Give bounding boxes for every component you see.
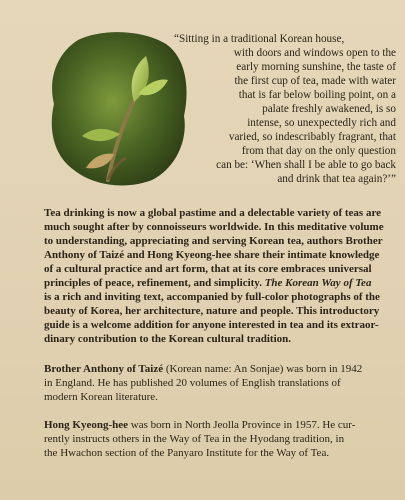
bio-line <box>44 418 374 432</box>
description-line: beauty of Korea, her architecture, nature and people. This introductory <box>44 305 380 317</box>
description-line: is a rich and inviting text, accompanied by full-color photographs of the <box>44 291 380 303</box>
quote-line: that is far below boiling point, on a <box>238 89 396 101</box>
book-description <box>44 206 384 346</box>
pull-quote <box>160 32 396 186</box>
quote-line: palate freshly awakened, is so <box>262 103 396 115</box>
description-line: Anthony of Taizé and Hong Kyeong-hee share their intimate knowledge <box>44 249 380 261</box>
quote-line: with doors and windows open to the <box>233 47 396 59</box>
description-line: to understanding, appreciating and serving Korean tea, authors Brother <box>44 235 383 247</box>
bio-line: the Hwachon section of the Panyaro Institute for the Way of Tea. <box>44 447 330 459</box>
description-line: much sought after by connoisseurs worldwide. In this meditative volume <box>44 221 384 233</box>
bio-line <box>44 362 374 376</box>
quote-line: can be: ‘When shall I be able to go back <box>216 159 396 171</box>
author-name: Brother Anthony of Taizé <box>44 363 164 375</box>
description-text: principles of peace, refinement, and simplicity. <box>44 277 265 289</box>
description-line: Tea drinking is now a global pastime and a delectable variety of teas are <box>44 207 382 219</box>
author-name: Hong Kyeong-hee <box>44 419 129 431</box>
bio-text: was born in North Jeolla Province in 1957. He cur- <box>128 419 356 431</box>
quote-line: from that day on the only question <box>241 145 396 157</box>
bio-line: rently instructs others in the Way of Tea in the Hyodang tradition, in <box>44 433 345 445</box>
description-line: guide is a welcome addition for anyone interested in tea and its extraor- <box>44 319 379 331</box>
author-bio-hong <box>44 418 374 460</box>
description-line <box>44 276 374 290</box>
quote-line: the first cup of tea, made with water <box>234 75 396 87</box>
bio-line: in England. He has published 20 volumes of English translations of <box>44 377 341 389</box>
bio-text: (Korean name: An Sonjae) was born in 1942 <box>163 363 363 375</box>
quote-line: intense, so unexpectedly rich and <box>247 117 396 129</box>
description-line: dinary contribution to the Korean cultural tradition. <box>44 333 291 345</box>
quote-line: varied, so indescribably fragrant, that <box>228 131 396 143</box>
quote-line: and drink that tea again?’” <box>277 173 396 185</box>
bio-line: modern Korean literature. <box>44 391 158 403</box>
quote-line: early morning sunshine, the taste of <box>236 61 396 73</box>
author-bio-anthony <box>44 362 374 404</box>
quote-line: “Sitting in a traditional Korean house, <box>174 33 345 45</box>
book-title: The Korean Way of Tea <box>264 277 372 289</box>
description-line: of a cultural practice and art form, that at its core embraces universal <box>44 263 372 275</box>
